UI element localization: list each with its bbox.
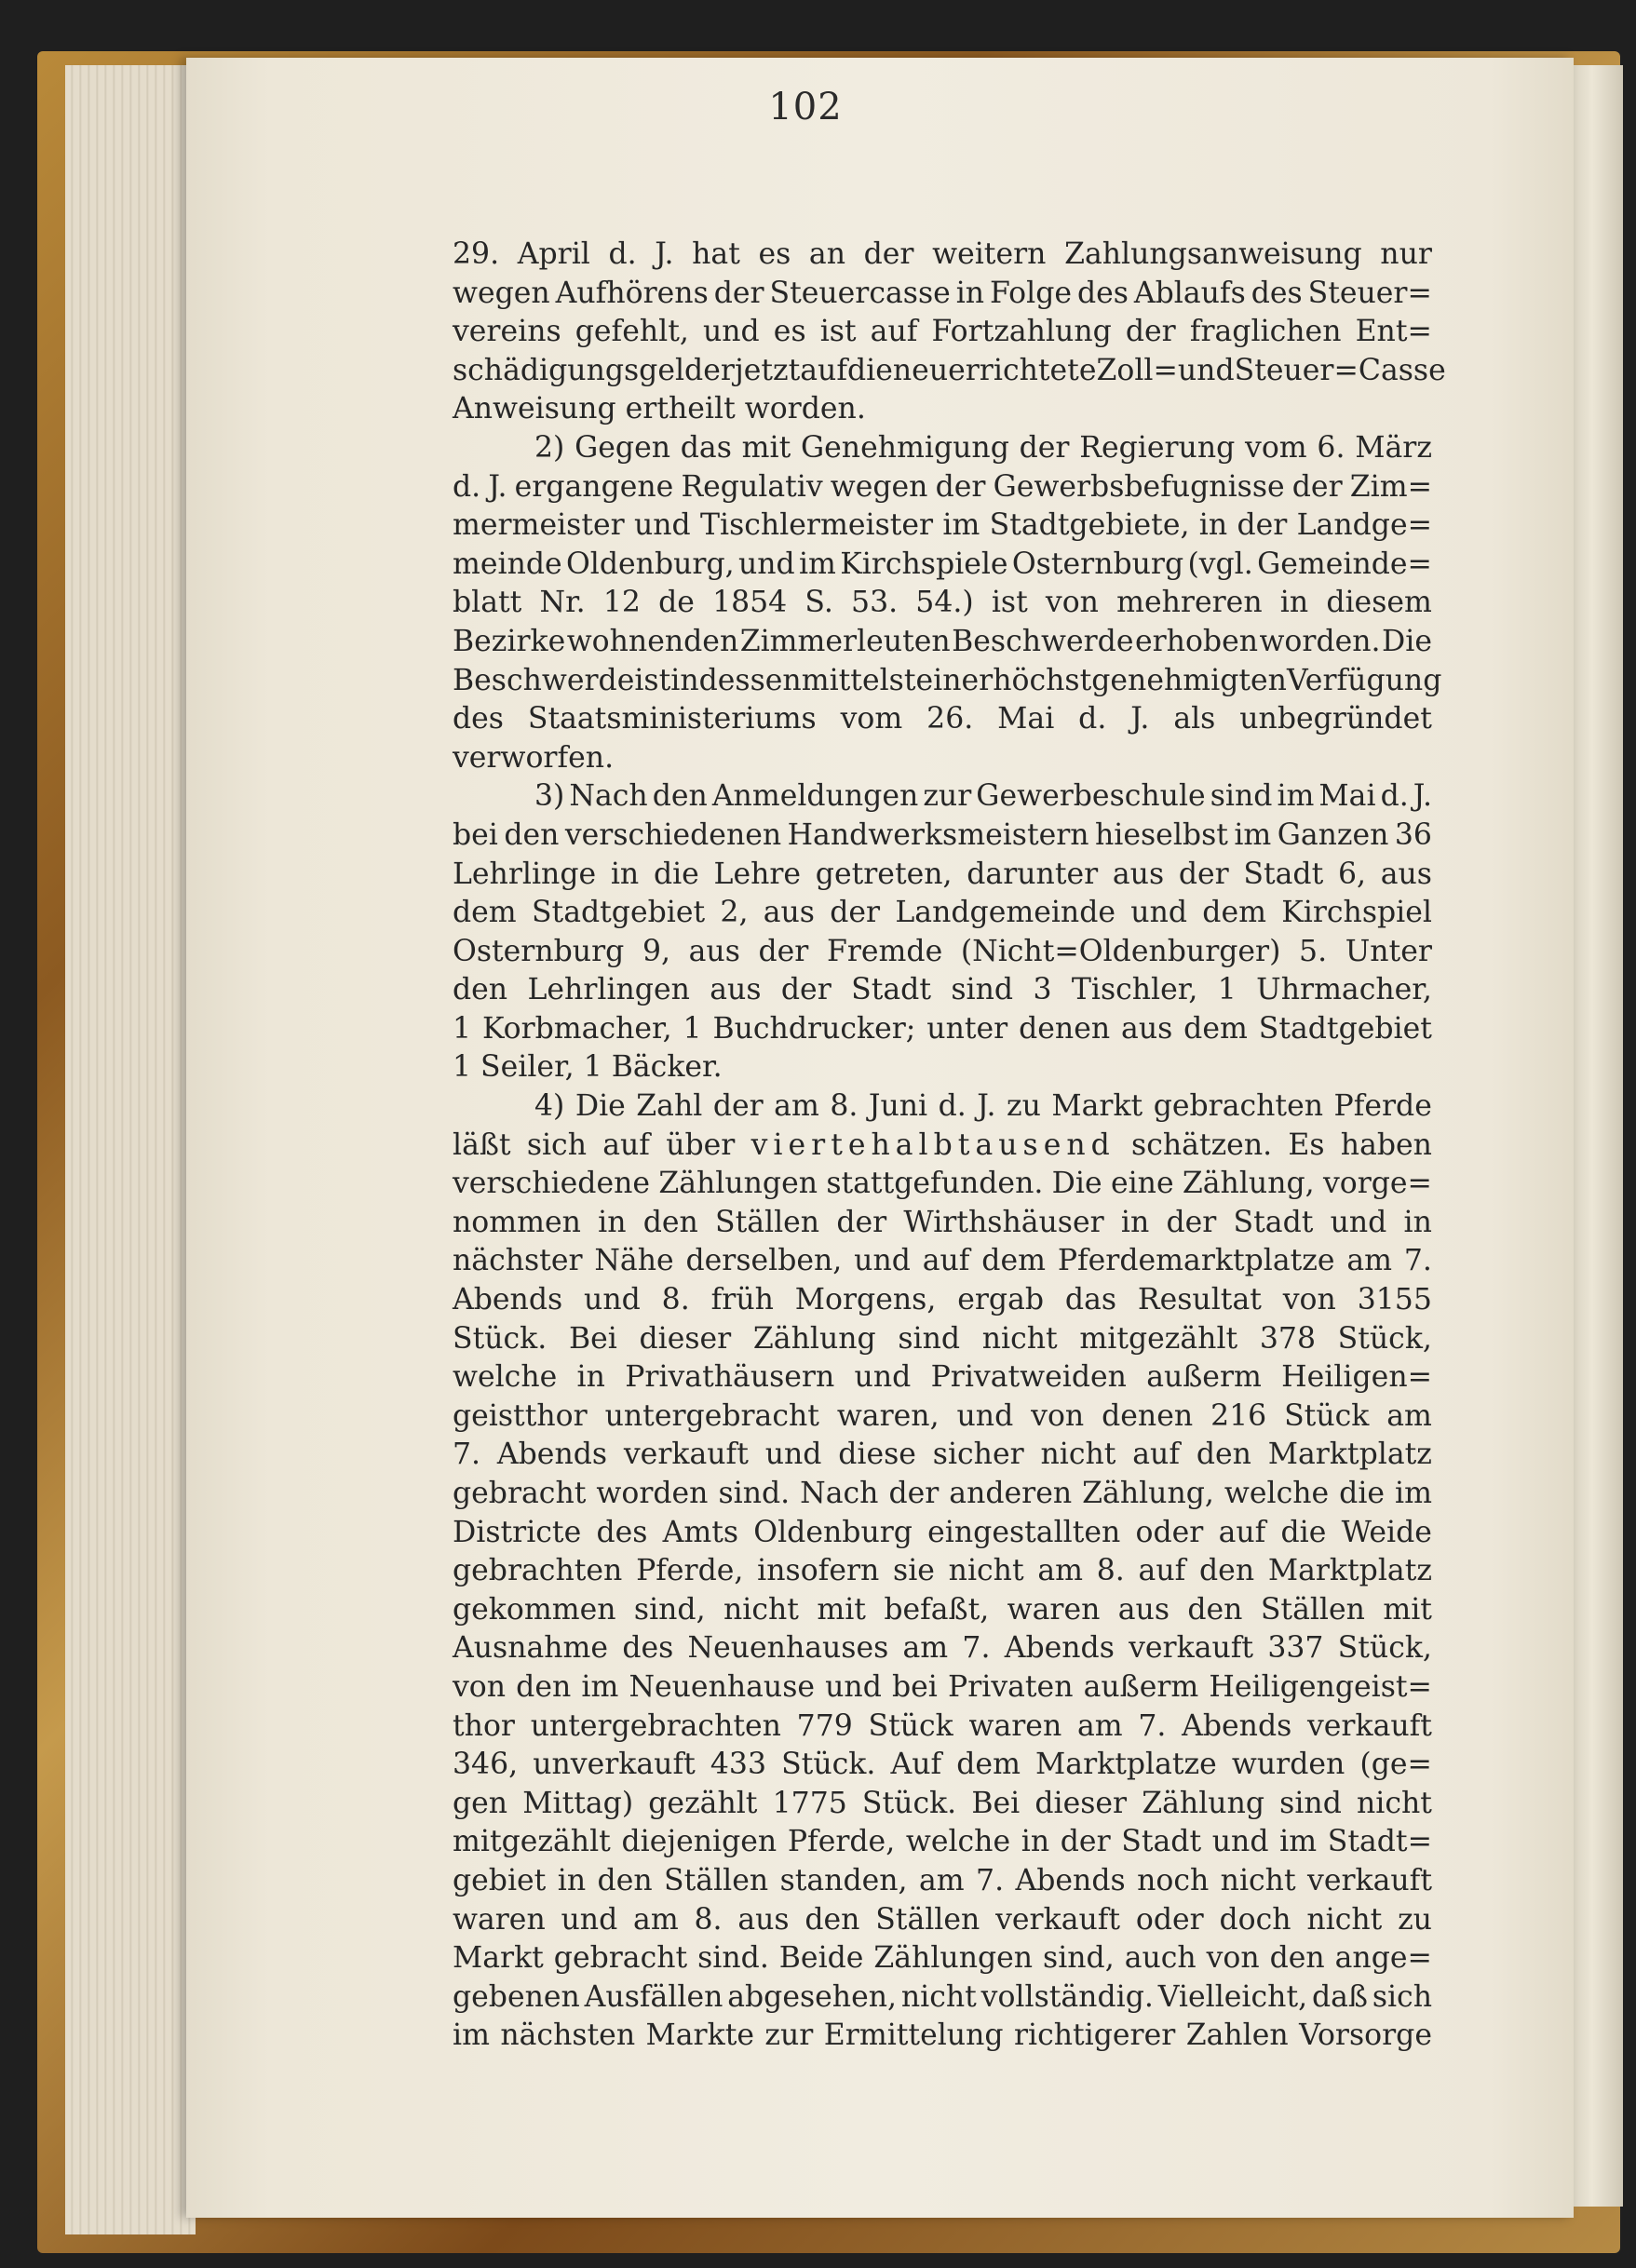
text-line: thor untergebrachten 779 Stück waren am 7. Abends verkauft <box>453 1708 1432 1743</box>
text-line: Markt gebracht sind. Beide Zählungen sind, auch von den ange= <box>453 1941 1432 1976</box>
text-line: waren und am 8. aus den Ställen verkauft oder doch nicht zu <box>453 1902 1432 1937</box>
body-text <box>453 236 1446 2056</box>
text-line: welche in Privathäusern und Privatweiden außerm Heiligen= <box>453 1360 1432 1395</box>
text-line: den Lehrlingen aus der Stadt sind 3 Tischler, 1 Uhrmacher, <box>453 973 1432 1007</box>
text-line: geistthor untergebracht waren, und von denen 216 Stück am <box>453 1398 1432 1433</box>
text-line: 1 Korbmacher, 1 Buchdrucker; unter denen aus dem Stadtgebiet <box>453 1011 1432 1046</box>
text-line: von den im Neuenhause und bei Privaten außerm Heiligengeist= <box>453 1669 1432 1704</box>
text-line: schädigungsgelder jetzt auf die neuerrichtete Zoll= und Steuer=Casse <box>453 353 1446 387</box>
page-edges <box>65 65 196 2234</box>
text-line: 7. Abends verkauft und diese sicher nicht auf den Marktplatz <box>453 1438 1432 1472</box>
text-line: gebiet in den Ställen standen, am 7. Abends noch nicht verkauft <box>453 1863 1432 1897</box>
text-line: Lehrlinge in die Lehre getreten, darunter aus der Stadt 6, aus <box>453 857 1432 891</box>
text-line: Abends und 8. früh Morgens, ergab das Resultat von 3155 <box>453 1283 1432 1317</box>
text-line: gebrachten Pferde, insofern sie nicht am 8. auf den Marktplatz <box>453 1554 1432 1588</box>
text-line: 3) Nach den Anmeldungen zur Gewerbeschule sind im Mai d. J. <box>534 779 1432 814</box>
text-line: Beschwerde ist indessen mittelst einer höchst genehmigten Verfügung <box>453 663 1442 697</box>
text-line: gebracht worden sind. Nach der anderen Zählung, welche die im <box>453 1477 1432 1510</box>
text-line: Stück. Bei dieser Zählung sind nicht mitgezählt 378 Stück, <box>453 1321 1432 1356</box>
text-line: vereins gefehlt, und es ist auf Fortzahlung der fraglichen Ent= <box>453 315 1432 349</box>
text-line: verworfen. <box>453 740 615 775</box>
text-line: Osternburg 9, aus der Fremde (Nicht=Oldenburger) 5. Unter <box>453 934 1432 968</box>
text-line: im nächsten Markte zur Ermittelung richtigerer Zahlen Vorsorge <box>453 2018 1432 2053</box>
text-line: 29. April d. J. hat es an der weitern Zahlungsanweisung nur <box>453 237 1432 271</box>
text-line: des Staatsministeriums vom 26. Mai d. J. als unbegründet <box>453 702 1432 736</box>
text-line: Districte des Amts Oldenburg eingestallten oder auf die Weide <box>453 1515 1432 1549</box>
facing-page-edge <box>1572 65 1623 2207</box>
text-line: läßt sich auf über viertehalbtausend schätzen. Es haben <box>453 1127 1432 1162</box>
text-line: 2) Gegen das mit Genehmigung der Regierung vom 6. März <box>534 430 1432 465</box>
text-line: 346, unverkauft 433 Stück. Auf dem Marktplatze wurden (ge= <box>453 1748 1432 1782</box>
text-line: verschiedene Zählungen stattgefunden. Die eine Zählung, vorge= <box>453 1167 1432 1201</box>
text-line: gekommen sind, nicht mit befaßt, waren aus den Ställen mit <box>453 1592 1432 1627</box>
text-line: nächster Nähe derselben, und auf dem Pferdemarktplatze am 7. <box>453 1244 1432 1278</box>
text-line: meinde Oldenburg, und im Kirchspiele Osternburg (vgl. Gemeinde= <box>453 547 1432 581</box>
text-line: bei den verschiedenen Handwerksmeistern hieselbst im Ganzen 36 <box>453 817 1432 852</box>
text-line: d. J. ergangene Regulativ wegen der Gewerbsbefugnisse der Zim= <box>453 469 1432 504</box>
text-line: 1 Seiler, 1 Bäcker. <box>453 1050 723 1085</box>
text-line: Anweisung ertheilt worden. <box>453 392 866 426</box>
text-line: gebenen Ausfällen abgesehen, nicht vollständig. Vielleicht, daß sich <box>453 1979 1432 2014</box>
text-line: blatt Nr. 12 de 1854 S. 53. 54.) ist von mehreren in diesem <box>453 586 1432 620</box>
text-line: dem Stadtgebiet 2, aus der Landgemeinde und dem Kirchspiel <box>453 896 1432 930</box>
text-line: 4) Die Zahl der am 8. Juni d. J. zu Markt gebrachten Pferde <box>534 1089 1432 1124</box>
page-number: 102 <box>768 86 843 128</box>
text-line: wegen Aufhörens der Steuercasse in Folge des Ablaufs des Steuer= <box>453 276 1432 310</box>
text-line: mermeister und Tischlermeister im Stadtgebiete, in der Landge= <box>453 508 1432 543</box>
text-line: gen Mittag) gezählt 1775 Stück. Bei dieser Zählung sind nicht <box>453 1786 1432 1820</box>
text-line: mitgezählt diejenigen Pferde, welche in der Stadt und im Stadt= <box>453 1825 1432 1859</box>
text-line: Bezirke wohnenden Zimmerleuten Beschwerde erhoben worden. Die <box>453 624 1432 658</box>
text-line: Ausnahme des Neuenhauses am 7. Abends verkauft 337 Stück, <box>453 1631 1432 1666</box>
text-line: nommen in den Ställen der Wirthshäuser in der Stadt und in <box>453 1205 1432 1239</box>
